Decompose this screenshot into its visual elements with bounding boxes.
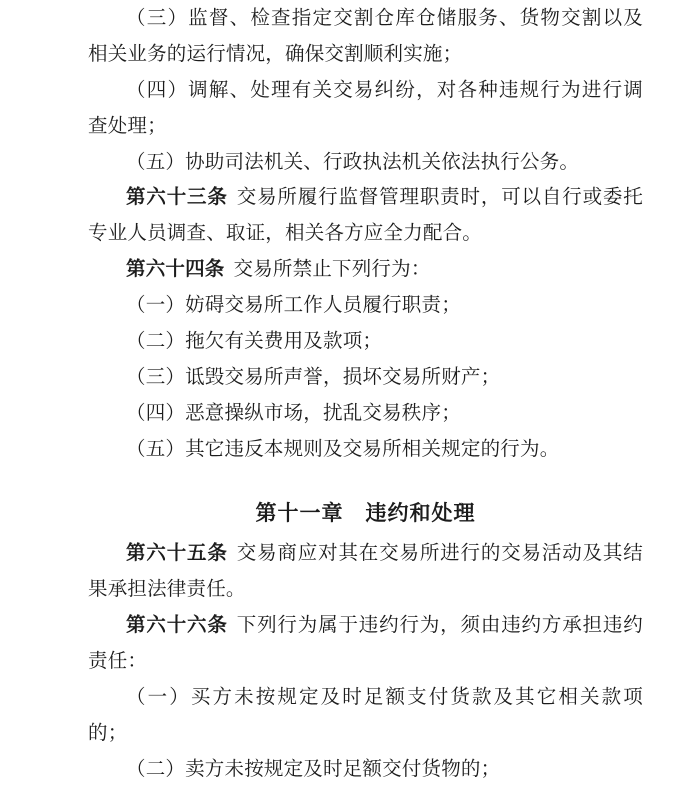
line-text: 相关业务的运行情况，确保交割顺利实施； <box>88 43 463 65</box>
text-line-article-65 <box>88 536 643 572</box>
text-line <box>88 145 643 181</box>
text-line <box>88 716 643 752</box>
line-text: （三）诋毁交易所声誉，损坏交易所财产； <box>126 366 501 388</box>
line-text: （三）监督、检查指定交割仓库仓储服务、货物交割以及 <box>126 8 643 29</box>
text-line-article-66 <box>88 608 643 644</box>
line-text: （四）调解、处理有关交易纠纷，对各种违规行为进行调 <box>126 79 643 101</box>
text-line <box>88 37 643 73</box>
list-item <box>88 288 643 324</box>
line-text: 交易所禁止下列行为： <box>233 259 431 281</box>
list-item <box>88 360 643 396</box>
text-line <box>88 73 643 109</box>
line-text: 查处理； <box>88 115 167 137</box>
line-text: （四）恶意操纵市场，扰乱交易秩序； <box>126 402 461 424</box>
text-line <box>88 644 643 680</box>
text-line-article-64 <box>88 252 643 288</box>
line-text: 下列行为属于违约行为，须由违约方承担违约 <box>236 615 643 637</box>
text-line <box>88 216 643 252</box>
line-text: 交易商应对其在交易所进行的交易活动及其结 <box>236 543 643 565</box>
list-item <box>88 432 643 468</box>
line-text: （二）拖欠有关费用及款项； <box>126 331 383 353</box>
text-line <box>88 1 643 37</box>
line-text: 专业人员调查、取证，相关各方应全力配合。 <box>88 223 483 245</box>
chapter-title-text: 第十一章 违约和处理 <box>255 501 476 525</box>
list-item <box>88 752 643 785</box>
line-text: 交易所履行监督管理职责时，可以自行或委托 <box>236 187 643 209</box>
line-text: 责任： <box>88 651 148 673</box>
line-text: （五）其它违反本规则及交易所相关规定的行为。 <box>126 438 560 460</box>
article-number: 第六十四条 <box>126 258 225 281</box>
text-line <box>88 109 643 145</box>
article-number: 第六十三条 <box>126 186 228 209</box>
line-text: （五）协助司法机关、行政执法机关依法执行公务。 <box>126 151 580 173</box>
line-text: 果承担法律责任。 <box>88 579 246 601</box>
line-text: 的； <box>88 722 128 744</box>
document-body <box>88 1 643 785</box>
line-text: （一）买方未按规定及时足额支付货款及其它相关款项 <box>126 687 643 709</box>
list-item <box>88 680 643 716</box>
list-item <box>88 396 643 432</box>
line-text: （一）妨碍交易所工作人员履行职责； <box>126 295 461 317</box>
chapter-heading <box>88 496 643 532</box>
line-text: （二）卖方未按规定及时足额交付货物的； <box>126 758 501 780</box>
article-number: 第六十五条 <box>126 542 228 565</box>
text-line-article-63 <box>88 180 643 216</box>
text-line <box>88 572 643 608</box>
list-item <box>88 324 643 360</box>
article-number: 第六十六条 <box>126 614 228 637</box>
